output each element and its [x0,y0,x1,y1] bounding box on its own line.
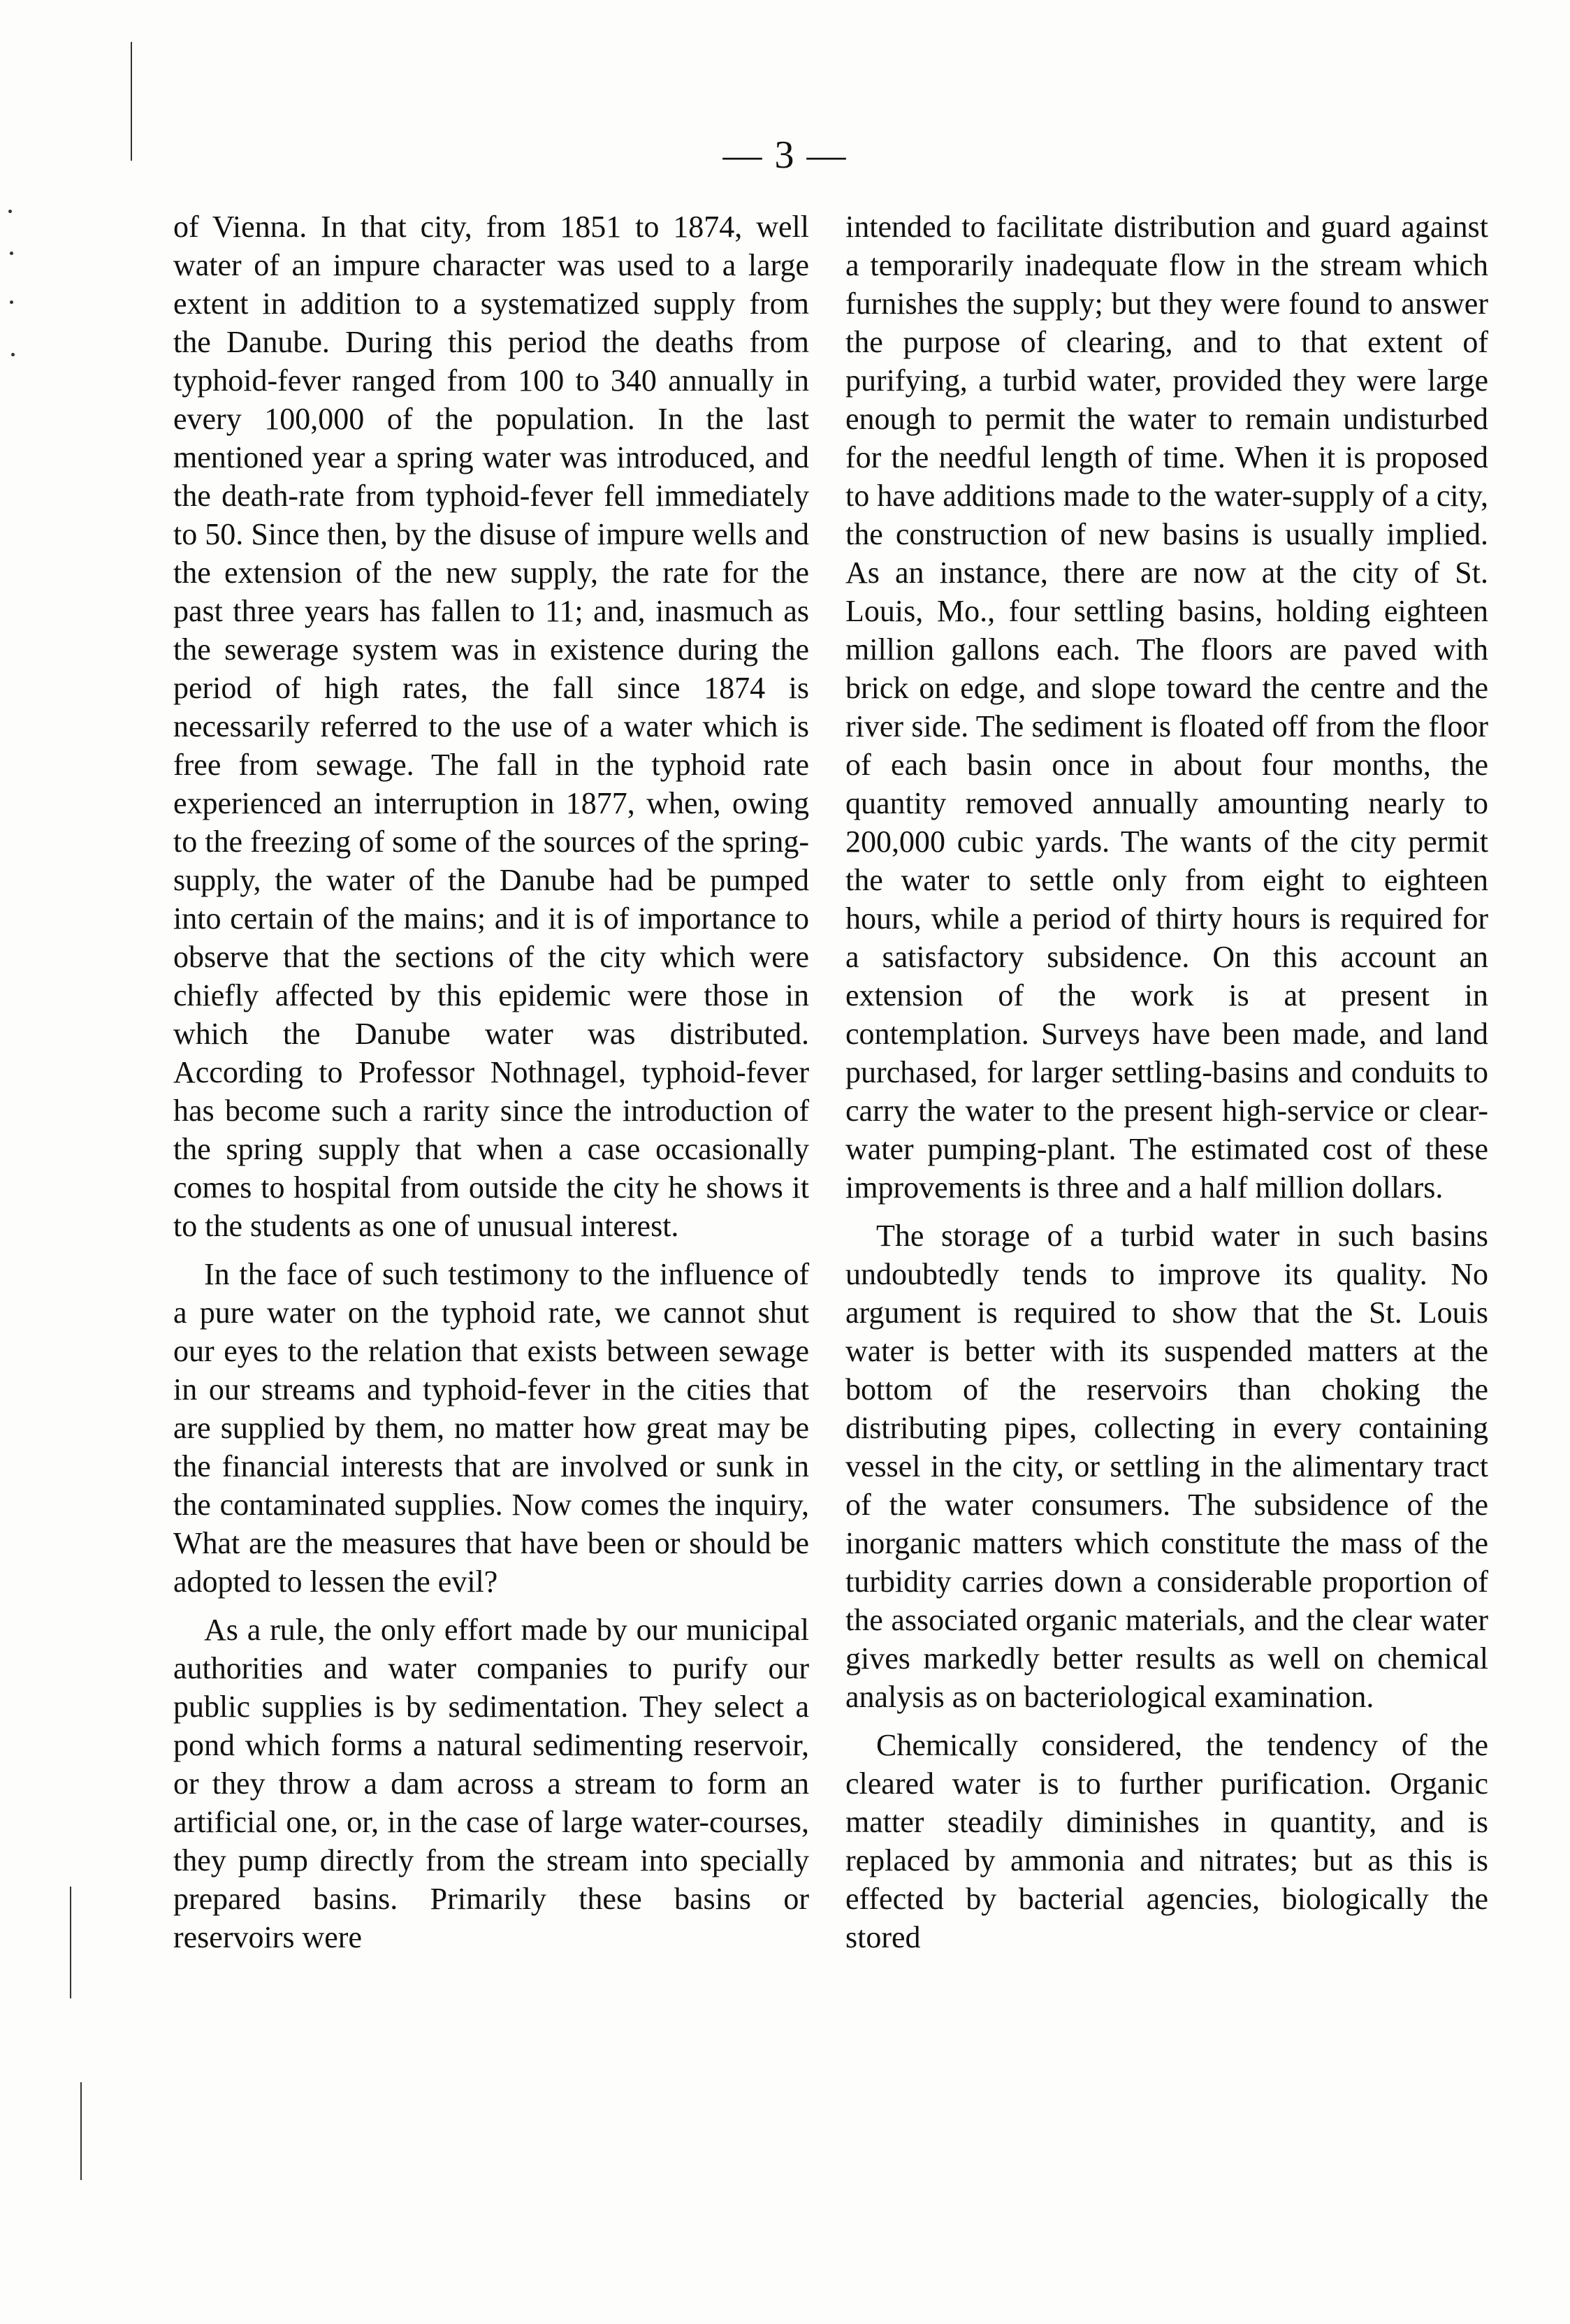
paragraph: of Vienna. In that city, from 1851 to 1874, well water of an impure character was used to a large extent in addition to a systematized supply from the Danube. During this period the deaths from typhoid-fever ranged from 100 to 340 annually in every 100,000 of the population. In the last mentioned year a spring water was introduced, and the death-rate from typhoid-fever fell immediately to 50. Since then, by the disuse of impure wells and the extension of the new supply, the rate for the past three years has fallen to 11; and, inasmuch as the sewerage system was in existence during the period of high rates, the fall since 1874 is necessarily referred to the use of a water which is free from sewage. The fall in the typhoid rate experienced an interruption in 1877, when, owing to the freezing of some of the sources of the spring-supply, the water of the Danube had be pumped into certain of the mains; and it is of importance to observe that the sections of the city which were chiefly affected by this epidemic were those in which the Danube water was distributed. According to Professor Nothnagel, typhoid-fever has become such a rarity since the introduction of the spring supply that when a case occasionally comes to hospital from outside the city he shows it to the students as one of unusual interest. [173,210,809,1243]
margin-dot [8,210,12,213]
paragraph: In the face of such testimony to the influence of a pure water on the typhoid rate, we cannot shut our eyes to the relation that exists between sewage in our streams and typhoid-fever in the cities that are supplied by them, no matter how great may be the financial interests that are involved or sunk in the contaminated supplies. Now comes the inquiry, What are the measures that have been or should be adopted to lessen the evil? [173,1257,809,1599]
right-text-column [845,208,1488,1956]
margin-dot [10,252,13,255]
paragraph: Chemically considered, the tendency of the cleared water is to further purification. Organic matter steadily diminishes in quantity, and is replaced by ammonia and nitrates; but as this is effected by bacterial agencies, biologically the stored [845,1728,1488,1954]
margin-scratch [80,2082,82,2180]
paragraph: intended to facilitate distribution and guard against a temporarily inadequate flow in the stream which furnishes the supply; but they were found to answer the purpose of clearing, and to that extent of purifying, a turbid water, provided they were large enough to permit the water to remain undisturbed for the needful length of time. When it is proposed to have additions made to the water-supply of a city, the construction of new basins is usually implied. As an instance, there are now at the city of St. Louis, Mo., four settling basins, holding eighteen million gallons each. The floors are paved with brick on edge, and slope toward the centre and the river side. The sediment is floated off from the floor of each basin once in about four months, the quantity removed annually amounting nearly to 200,000 cubic yards. The wants of the city permit the water to settle only from eight to eighteen hours, while a period of thirty hours is required for a satisfactory subsidence. On this account an extension of the work is at present in contemplation. Surveys have been made, and land purchased, for larger settling-basins and conduits to carry the water to the present high-service or clear-water pumping-plant. The estimated cost of these improvements is three and a half million dollars. [845,210,1489,1205]
paragraph: The storage of a turbid water in such basins undoubtedly tends to improve its quality. No argument is required to show that the St. Louis water is better with its suspended matters at the bottom of the reservoirs than choking the distributing pipes, collecting in every containing vessel in the city, or settling in the alimentary tract of the water consumers. The subsidence of the inorganic matters which constitute the mass of the turbidity carries down a considerable proportion of the associated organic materials, and the clear water gives markedly better results as well on chemical analysis as on bacteriological examination. [845,1219,1488,1714]
paragraph: As a rule, the only effort made by our municipal authorities and water companies to purify our public supplies is by sedimentation. They select a pond which forms a natural sedimenting reservoir, or they throw a dam across a stream to form an artificial one, or, in the case of large water-courses, they pump directly from the stream into specially prepared basins. Primarily these basins or reservoirs were [173,1613,809,1954]
margin-scratch [70,1887,71,1998]
left-text-column [173,208,809,1956]
page-number: — 3 — [722,133,848,177]
margin-dot [10,300,13,304]
margin-dot [11,353,15,356]
